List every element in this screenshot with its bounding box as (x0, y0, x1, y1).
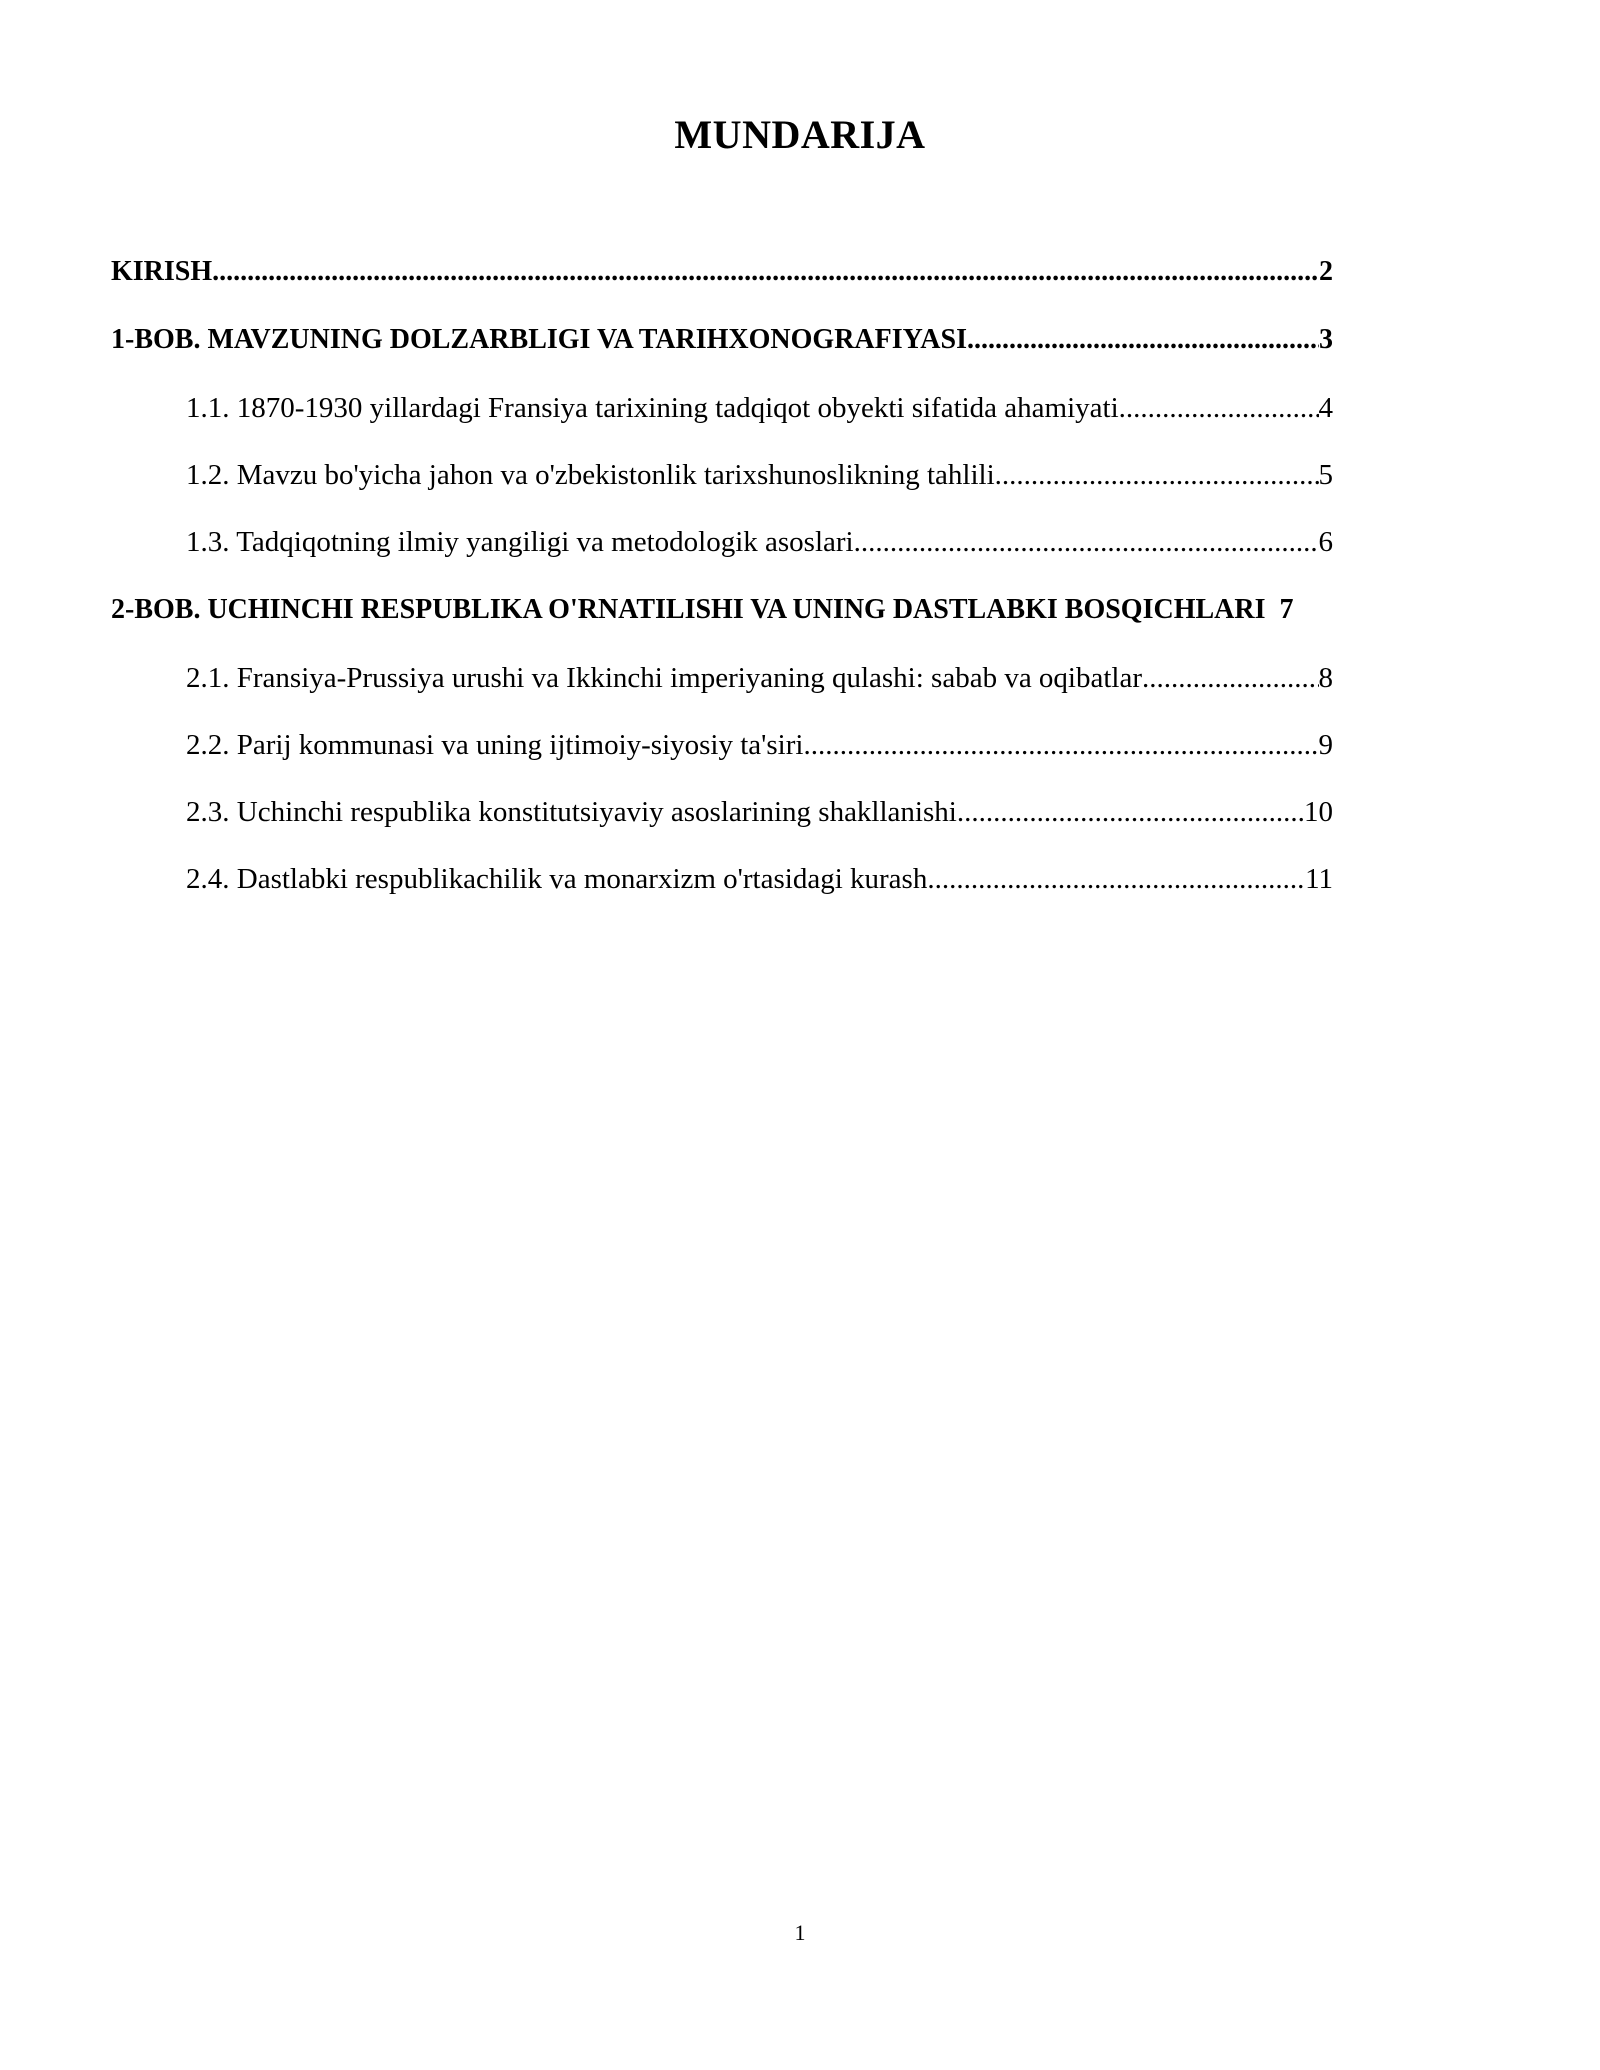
toc-entry-label: 1-BOB. MAVZUNING DOLZARBLIGI VA TARIHXONOGRAFIYASI (111, 324, 967, 355)
toc-entry-page: 6 (1318, 526, 1333, 558)
toc-dot-leader (995, 455, 1319, 495)
toc-entry-2-3[interactable] (111, 792, 1333, 832)
toc-dot-leader (967, 320, 1319, 360)
toc-entry-page: 7 (1279, 594, 1294, 625)
toc-entry-kirish[interactable] (111, 252, 1333, 292)
toc-entry-label: KIRISH (111, 256, 213, 287)
page-title: MUNDARIJA (674, 112, 926, 157)
toc-dot-leader (854, 522, 1319, 562)
toc-dot-leader (927, 859, 1305, 899)
toc-entry-1-1[interactable] (111, 388, 1333, 428)
toc-entry-label: 2.1. Fransiya-Prussiya urushi va Ikkinchi imperiyaning qulashi: sabab va oqibatlar (186, 662, 1143, 694)
toc-dot-leader (803, 725, 1318, 765)
toc-dot-leader (1142, 658, 1318, 698)
toc-entry-label: 1.2. Mavzu bo'yicha jahon va o'zbekistonlik tarixshunoslikning tahlili (186, 459, 995, 491)
toc-entry-1-3[interactable] (111, 522, 1333, 562)
toc-dot-leader (957, 792, 1304, 832)
page-number: 1 (794, 1920, 806, 1945)
toc-entry-page: 8 (1318, 662, 1333, 694)
toc-entry-page: 2 (1319, 256, 1333, 287)
toc-entry-page: 5 (1318, 459, 1333, 491)
toc-entry-page: 11 (1305, 863, 1333, 895)
toc-entry-label: 1.3. Tadqiqotning ilmiy yangiligi va metodologik asoslari (186, 526, 854, 558)
toc-entry-2-1[interactable] (111, 658, 1333, 698)
toc-entry-1-2[interactable] (111, 455, 1333, 495)
toc-entry-label: 2-BOB. UCHINCHI RESPUBLIKA O'RNATILISHI VA UNING DASTLABKI BOSQICHLARI (111, 594, 1266, 625)
toc-entry-page: 9 (1318, 729, 1333, 761)
toc-entry-chapter-1[interactable] (111, 320, 1333, 360)
toc-dot-leader (1119, 388, 1319, 428)
toc-entry-2-2[interactable] (111, 725, 1333, 765)
toc-entry-label: 2.2. Parij kommunasi va uning ijtimoiy-siyosiy ta'siri (186, 729, 804, 761)
toc-entry-label: 2.3. Uchinchi respublika konstitutsiyaviy asoslarining shakllanishi (186, 796, 957, 828)
toc-entry-label: 1.1. 1870-1930 yillardagi Fransiya tarixining tadqiqot obyekti sifatida ahamiyati (186, 392, 1119, 424)
toc-entry-page: 3 (1319, 324, 1333, 355)
toc-entry-label: 2.4. Dastlabki respublikachilik va monarxizm o'rtasidagi kurash (186, 863, 928, 895)
toc-entry-chapter-2[interactable] (111, 590, 1294, 630)
toc-entry-page: 10 (1304, 796, 1333, 828)
toc-dot-leader (212, 252, 1319, 292)
toc-entry-page: 4 (1318, 392, 1333, 424)
toc-entry-2-4[interactable] (111, 859, 1333, 899)
